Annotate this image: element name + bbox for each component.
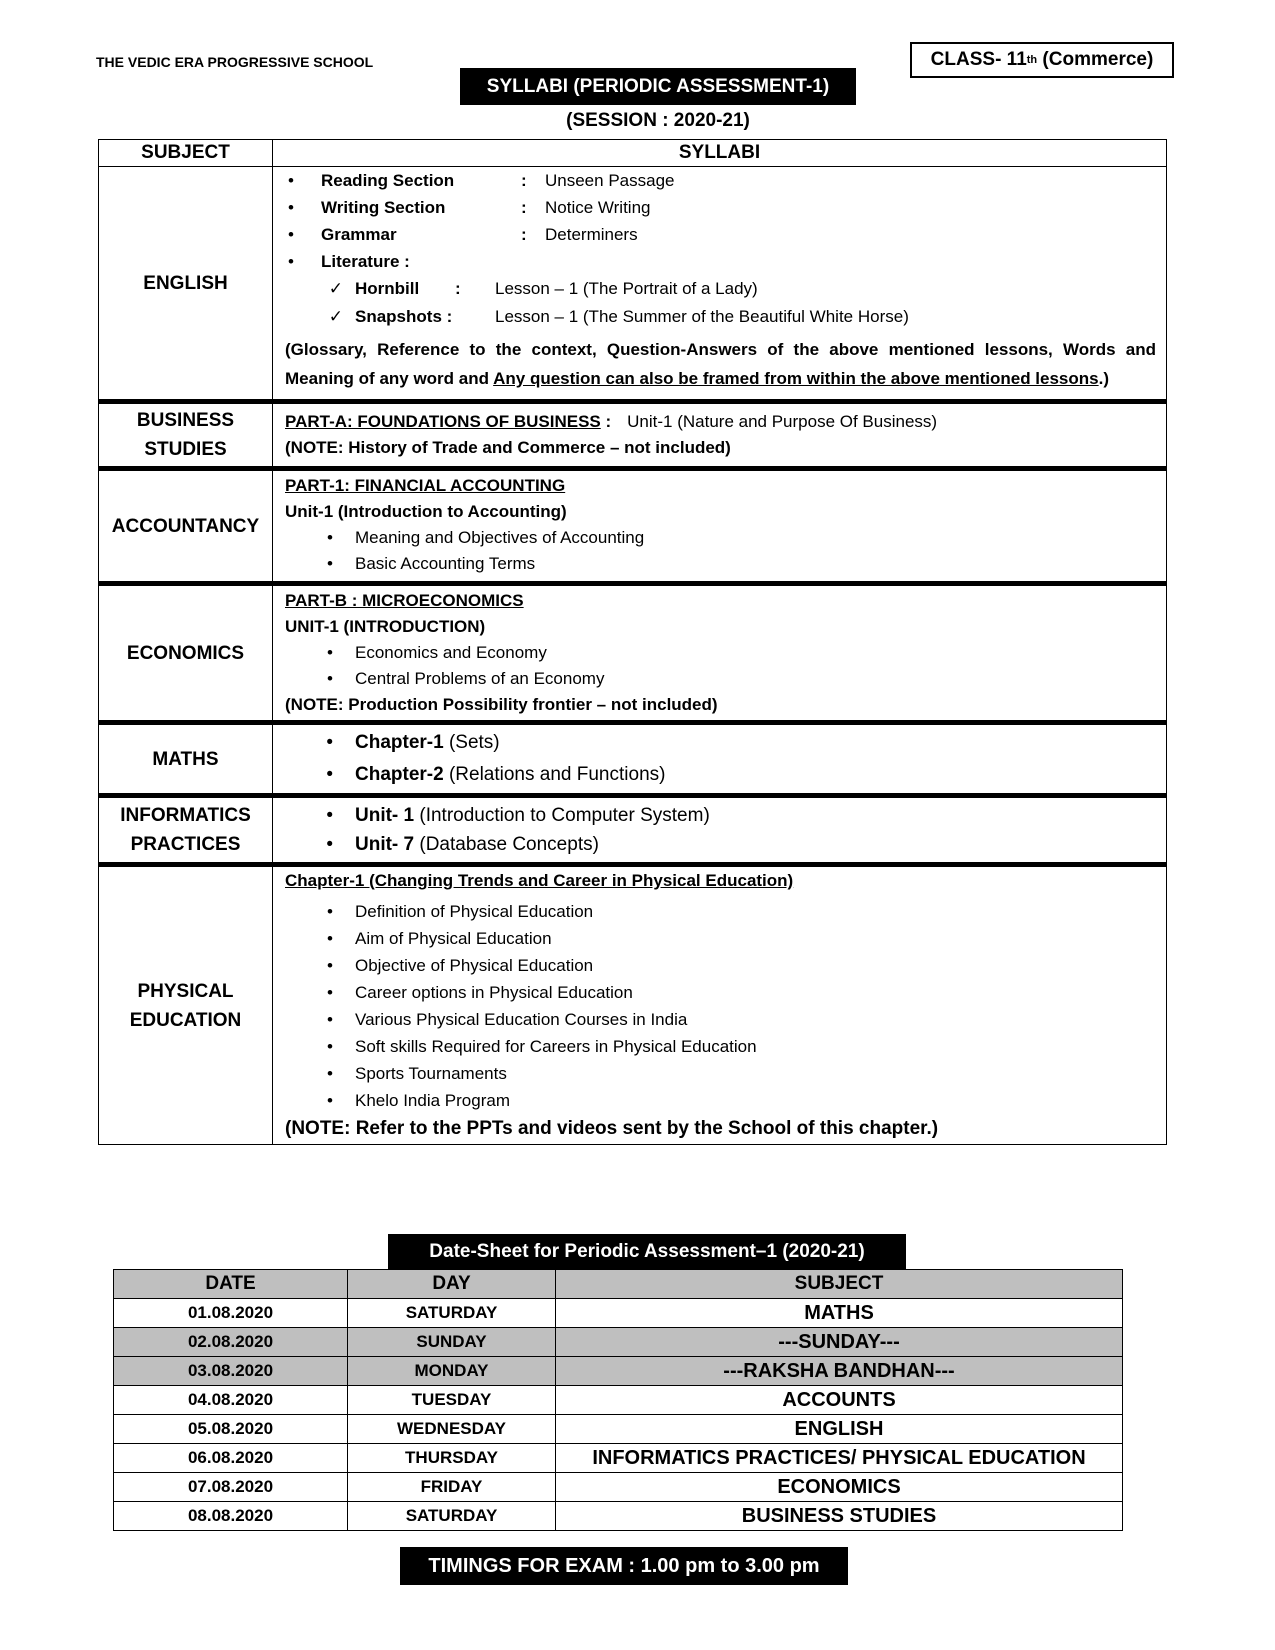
item-label: Grammar bbox=[321, 225, 397, 244]
table-row bbox=[114, 1444, 1123, 1473]
item-bold: Chapter-1 bbox=[355, 732, 444, 753]
syllabi-economics bbox=[273, 584, 1167, 723]
table-row bbox=[114, 1299, 1123, 1328]
list-item: • Various Physical Education Courses in India bbox=[285, 1006, 1156, 1033]
date-cell: 08.08.2020 bbox=[114, 1502, 348, 1531]
row-accountancy bbox=[99, 469, 1167, 584]
subject-line: STUDIES bbox=[144, 439, 227, 460]
item-text: Objective of Physical Education bbox=[355, 956, 594, 975]
hornbill-value: Lesson – 1 (The Portrait of a Lady) bbox=[495, 279, 758, 298]
subject-cell: ACCOUNTS bbox=[556, 1386, 1123, 1415]
item-text: Basic Accounting Terms bbox=[355, 554, 536, 573]
list-item: • Writing Section : Notice Writing bbox=[285, 194, 1156, 221]
list-item: • Chapter-2 (Relations and Functions) bbox=[285, 759, 1156, 791]
header-subject: SUBJECT bbox=[556, 1270, 1123, 1299]
check-icon: ✓ bbox=[328, 279, 343, 298]
date-cell: 05.08.2020 bbox=[114, 1415, 348, 1444]
subject-line: BUSINESS bbox=[136, 410, 235, 431]
subject-line: EDUCATION bbox=[129, 1009, 242, 1031]
list-item: • Economics and Economy bbox=[285, 640, 1156, 666]
note: (NOTE: Production Possibility frontier – not included) bbox=[285, 695, 718, 714]
list-item: • Unit- 7 (Database Concepts) bbox=[285, 830, 1156, 859]
item-bold: Chapter-2 bbox=[355, 764, 444, 785]
day-cell: SATURDAY bbox=[348, 1299, 556, 1328]
item-text: Khelo India Program bbox=[355, 1091, 510, 1110]
class-label bbox=[910, 42, 1174, 78]
date-cell: 06.08.2020 bbox=[114, 1444, 348, 1473]
table-row bbox=[114, 1502, 1123, 1531]
syllabi-title: SYLLABI (PERIODIC ASSESSMENT-1) bbox=[460, 68, 856, 105]
unit-title: Unit-1 (Nature and Purpose Of Business) bbox=[627, 412, 938, 431]
part-colon: : bbox=[600, 412, 612, 431]
snapshots-value: Lesson – 1 (The Summer of the Beautiful White Horse) bbox=[495, 307, 909, 326]
syllabi-english bbox=[273, 167, 1167, 402]
item-text: (Relations and Functions) bbox=[443, 764, 666, 785]
item-text: Various Physical Education Courses in India bbox=[355, 1010, 688, 1029]
subject-business-studies bbox=[99, 402, 273, 469]
item-text: (Database Concepts) bbox=[414, 834, 599, 855]
item-text: (Introduction to Computer System) bbox=[414, 805, 710, 826]
item-text: Soft skills Required for Careers in Physical Education bbox=[355, 1037, 757, 1056]
subject-cell: MATHS bbox=[556, 1299, 1123, 1328]
list-item bbox=[285, 303, 1156, 331]
item-value: Unseen Passage bbox=[545, 171, 675, 190]
item-text: Economics and Economy bbox=[355, 643, 547, 662]
subject-physical-education bbox=[99, 865, 273, 1145]
item-colon: : bbox=[521, 198, 527, 217]
header-syllabi: SYLLABI bbox=[273, 140, 1167, 167]
subject-cell: ENGLISH bbox=[556, 1415, 1123, 1444]
subject-cell: INFORMATICS PRACTICES/ PHYSICAL EDUCATION bbox=[556, 1444, 1123, 1473]
class-superscript: th bbox=[1026, 54, 1038, 66]
syllabi-physical-education bbox=[273, 865, 1167, 1145]
list-item: • Aim of Physical Education bbox=[285, 925, 1156, 952]
subject-informatics-practices bbox=[99, 796, 273, 865]
day-cell: WEDNESDAY bbox=[348, 1415, 556, 1444]
syllabi-business-studies bbox=[273, 402, 1167, 469]
chapter-title: Chapter-1 (Changing Trends and Career in Physical Education) bbox=[285, 871, 794, 890]
list-item: • Basic Accounting Terms bbox=[285, 551, 1156, 577]
note: (NOTE: History of Trade and Commerce – not included) bbox=[285, 438, 731, 457]
subject-english: ENGLISH bbox=[99, 167, 273, 402]
note-end: .) bbox=[1098, 369, 1110, 388]
item-colon: : bbox=[455, 279, 461, 298]
list-item: • Reading Section : Unseen Passage bbox=[285, 167, 1156, 194]
subject-cell: ---SUNDAY--- bbox=[556, 1328, 1123, 1357]
item-text: Career options in Physical Education bbox=[355, 983, 633, 1002]
date-cell: 04.08.2020 bbox=[114, 1386, 348, 1415]
note-underlined: Any question can also be framed from within the above mentioned lessons bbox=[493, 369, 1099, 388]
day-cell: SATURDAY bbox=[348, 1502, 556, 1531]
item-text: Definition of Physical Education bbox=[355, 902, 594, 921]
list-item: • Chapter-1 (Sets) bbox=[285, 727, 1156, 759]
row-maths bbox=[99, 723, 1167, 796]
syllabus-table bbox=[98, 139, 1167, 1145]
header-day: DAY bbox=[348, 1270, 556, 1299]
row-informatics-practices bbox=[99, 796, 1167, 865]
list-item: • Definition of Physical Education bbox=[285, 898, 1156, 925]
list-item: • Objective of Physical Education bbox=[285, 952, 1156, 979]
syllabus-header-row bbox=[99, 140, 1167, 167]
subject-line: INFORMATICS bbox=[120, 805, 251, 826]
table-row bbox=[114, 1386, 1123, 1415]
syllabi-maths bbox=[273, 723, 1167, 796]
item-bold: Unit- 7 bbox=[355, 834, 415, 855]
item-text: Aim of Physical Education bbox=[355, 929, 552, 948]
note-text: (Glossary, Reference to the context, Question-Answers of the above mentioned lessons, Words and Meaning of any word and bbox=[285, 340, 1156, 388]
item-text: Sports Tournaments bbox=[355, 1064, 507, 1083]
day-cell: MONDAY bbox=[348, 1357, 556, 1386]
syllabi-accountancy bbox=[273, 469, 1167, 584]
date-cell: 03.08.2020 bbox=[114, 1357, 348, 1386]
subject-line: PRACTICES bbox=[130, 834, 241, 855]
hornbill-label: Hornbill bbox=[355, 279, 420, 298]
list-item: • Literature : bbox=[285, 248, 1156, 275]
day-cell: SUNDAY bbox=[348, 1328, 556, 1357]
subject-cell: ---RAKSHA BANDHAN--- bbox=[556, 1357, 1123, 1386]
school-name: THE VEDIC ERA PROGRESSIVE SCHOOL bbox=[96, 54, 374, 70]
item-value: Notice Writing bbox=[545, 198, 651, 217]
day-cell: TUESDAY bbox=[348, 1386, 556, 1415]
item-colon: : bbox=[521, 225, 527, 244]
item-colon: : bbox=[521, 171, 527, 190]
list-item: • Grammar : Determiners bbox=[285, 221, 1156, 248]
header-subject: SUBJECT bbox=[99, 140, 273, 167]
note: (NOTE: Refer to the PPTs and videos sent by the School of this chapter.) bbox=[285, 1118, 939, 1139]
table-row bbox=[114, 1328, 1123, 1357]
list-item: • Meaning and Objectives of Accounting bbox=[285, 525, 1156, 551]
list-item bbox=[285, 275, 1156, 303]
subject-cell: BUSINESS STUDIES bbox=[556, 1502, 1123, 1531]
subject-economics: ECONOMICS bbox=[99, 584, 273, 723]
datesheet-header-row bbox=[114, 1270, 1123, 1299]
datesheet-table bbox=[113, 1269, 1123, 1531]
item-label: Writing Section bbox=[321, 198, 446, 217]
header-date: DATE bbox=[114, 1270, 348, 1299]
english-note bbox=[285, 335, 1156, 393]
check-icon: ✓ bbox=[328, 307, 343, 326]
item-label: Reading Section bbox=[321, 171, 455, 190]
list-item: • Unit- 1 (Introduction to Computer System) bbox=[285, 801, 1156, 830]
list-item: • Central Problems of an Economy bbox=[285, 666, 1156, 692]
row-physical-education bbox=[99, 865, 1167, 1145]
item-value: Determiners bbox=[545, 225, 638, 244]
date-cell: 01.08.2020 bbox=[114, 1299, 348, 1328]
subject-line: PHYSICAL bbox=[137, 980, 234, 1002]
item-text: Central Problems of an Economy bbox=[355, 669, 605, 688]
date-cell: 02.08.2020 bbox=[114, 1328, 348, 1357]
item-text: Meaning and Objectives of Accounting bbox=[355, 528, 645, 547]
part-title: PART-A: FOUNDATIONS OF BUSINESS bbox=[285, 412, 601, 431]
list-item: • Khelo India Program bbox=[285, 1087, 1156, 1114]
table-row bbox=[114, 1415, 1123, 1444]
unit-title: Unit-1 (Introduction to Accounting) bbox=[285, 502, 567, 521]
list-item: • Career options in Physical Education bbox=[285, 979, 1156, 1006]
table-row bbox=[114, 1473, 1123, 1502]
item-bold: Unit- 1 bbox=[355, 805, 415, 826]
class-prefix: CLASS- 11 bbox=[930, 49, 1027, 70]
day-cell: FRIDAY bbox=[348, 1473, 556, 1502]
subject-accountancy: ACCOUNTANCY bbox=[99, 469, 273, 584]
literature-label: Literature : bbox=[321, 252, 410, 271]
date-cell: 07.08.2020 bbox=[114, 1473, 348, 1502]
row-english bbox=[99, 167, 1167, 402]
subject-maths: MATHS bbox=[99, 723, 273, 796]
subject-cell: ECONOMICS bbox=[556, 1473, 1123, 1502]
part-title: PART-B : MICROECONOMICS bbox=[285, 591, 524, 610]
class-stream: (Commerce) bbox=[1037, 49, 1154, 70]
list-item: • Sports Tournaments bbox=[285, 1060, 1156, 1087]
table-row bbox=[114, 1357, 1123, 1386]
exam-timing: TIMINGS FOR EXAM : 1.00 pm to 3.00 pm bbox=[400, 1547, 848, 1585]
unit-title: UNIT-1 (INTRODUCTION) bbox=[285, 617, 486, 636]
row-business-studies bbox=[99, 402, 1167, 469]
part-title: PART-1: FINANCIAL ACCOUNTING bbox=[285, 476, 566, 495]
item-text: (Sets) bbox=[443, 732, 500, 753]
row-economics bbox=[99, 584, 1167, 723]
day-cell: THURSDAY bbox=[348, 1444, 556, 1473]
syllabi-informatics-practices bbox=[273, 796, 1167, 865]
list-item: • Soft skills Required for Careers in Physical Education bbox=[285, 1033, 1156, 1060]
datesheet-title: Date-Sheet for Periodic Assessment–1 (2020-21) bbox=[388, 1234, 906, 1270]
snapshots-label: Snapshots : bbox=[355, 307, 453, 326]
session-label: (SESSION : 2020-21) bbox=[566, 110, 750, 131]
